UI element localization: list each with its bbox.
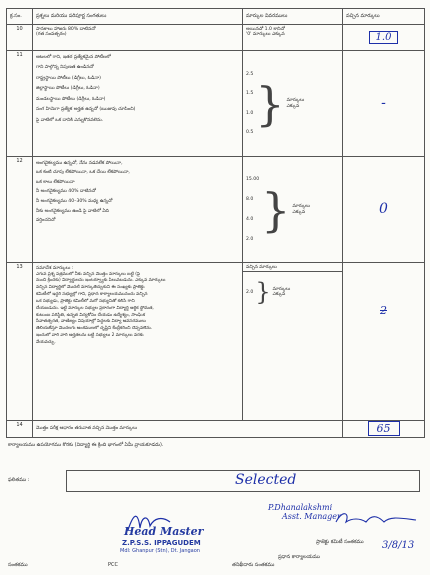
score-label: ఎక్కువ	[272, 292, 286, 298]
score-label: మార్కులు	[286, 98, 305, 104]
score-label: మార్కులు	[272, 287, 291, 292]
item-line: గాని పాల్గొన్న నిపుణత ఉండినచో	[36, 65, 94, 71]
table-row-10	[7, 25, 425, 51]
signature-name: P.Dhanalakshmi	[268, 503, 333, 512]
footer-pcc-label: PCC	[108, 562, 118, 568]
obtained-mark-cell	[343, 157, 425, 263]
obtained-mark: 1.0	[369, 31, 399, 44]
brace-icon: }	[261, 182, 291, 237]
score-label: ఎక్కువ	[286, 103, 300, 109]
item-line: అంగవైకల్యము ఉన్నచో, నేను నడవలేక పోయినా,	[36, 160, 123, 166]
headmaster-stamp	[118, 520, 218, 568]
item-line: కుటుంబ పరిస్థితి, ఉన్నత విద్యకోసం చేయడం ఉద్యేశ్యం, సాంఘిక	[36, 312, 145, 318]
row-detail	[243, 157, 343, 263]
row-item	[33, 25, 243, 51]
footer-committee-label: ప్రాజెక్టు కమిటీ సంతకము	[316, 539, 364, 545]
item-line: ఒక కంటి చూపు లేకపోయినా, ఒక చేయి లేకపోయినా,	[36, 170, 130, 176]
row-item	[33, 51, 243, 157]
item-line: ఇందులో వారి వారి అర్హతలను బట్టి సభ్యులు 2 మార్కులు వరకు	[36, 333, 144, 339]
result-label: ఫలితము :	[8, 477, 30, 483]
item-line: పానకాలు హాజరు 80% దాటినచో	[36, 26, 96, 32]
table-header-row	[7, 9, 425, 25]
score-value: 2.0	[246, 289, 254, 295]
footer-inspector-label: తనిఖీదారు సంతకము	[232, 562, 275, 568]
score-value: 2.0	[246, 237, 254, 243]
item-line: సంగ హిమెగా ప్రత్యేక అర్హత ఉన్నచో (ఋజువు చూపించి)	[36, 107, 136, 113]
header-serial: క్ర.సం.	[7, 9, 33, 25]
item-line: సేవాతత్పరత, వాణిజ్యం విషయాల్లో పెద్దలకు విద్యా అవసరములు	[36, 319, 146, 325]
stamp-address: Mdl: Ghanpur (Stn), Dt. Jangaon	[120, 548, 200, 554]
row-number: 11	[7, 51, 33, 157]
item-line: వర్తించనిచో	[36, 218, 56, 224]
item-line: నుంచి క్రిందకు) విద్యార్థులను ఇంటర్వ్యూకు పిలువబడును. ఎక్కువ మార్కులు	[36, 278, 166, 284]
score-value: 1.5	[246, 91, 254, 97]
score-options	[243, 272, 342, 307]
evaluation-table	[6, 8, 425, 438]
score-options	[246, 177, 339, 243]
detail-line: '0' మార్కులు ఎక్కువ	[246, 31, 285, 37]
brace-icon: }	[255, 278, 271, 307]
table-row-13	[7, 263, 425, 421]
item-line: వచ్చిన విద్యార్థిలో మొదటి మార్కుతెచ్చుకుని ఈ సంఖ్యకు ప్రాజెక్టు	[36, 285, 145, 291]
result-section	[8, 470, 422, 492]
stamp-title: Head Master	[124, 525, 204, 538]
score-label: మార్కులు	[292, 204, 311, 210]
item-line: జిల్లాస్థాయి పోటీలు (డిగ్రీలు, ఓడినా)	[36, 86, 100, 92]
row-item	[33, 157, 243, 263]
item-line: ఎగువ ప్రశ్న పత్రములో నీకు వచ్చిన మొత్తం మార్కులు బట్టి (పై	[36, 271, 141, 277]
footer-head-office-label: ప్రధాన కార్యాలయము	[278, 554, 321, 560]
stamp-school: Z.P.S.S. IPPAGUDEM	[122, 539, 201, 547]
row-number: 13	[7, 263, 33, 421]
item-line: పై వాటిలో ఒక దానికి ఎన్నుకొనవలెను.	[36, 117, 104, 123]
item-line: చేయబడును. ఇట్టి మార్కుల సభ్యుల ప్రకారంగా విద్యార్థి ఆర్థిక స్థోమత,	[36, 305, 154, 311]
obtained-mark-cell	[343, 263, 425, 421]
row-number: 10	[7, 25, 33, 51]
row-detail	[243, 263, 343, 421]
item-line: తెలియజేస్తూ మొదలగు అంశములలో దృష్టిని కేంద్రీకరించి చెప్పవలెను.	[36, 326, 153, 332]
item-heading: సమావేశ మార్కులు :	[36, 265, 74, 271]
item-line: మొత్తం పరీక్ష ఆధారం తరువాత వచ్చిన మొత్తం మార్కులు	[36, 426, 138, 432]
score-label: ఎక్కువ	[292, 209, 306, 215]
item-line: మండలస్థాయి పోటీలు (డిగ్రీలు, ఓడినా)	[36, 96, 106, 102]
brace-icon: }	[255, 76, 285, 131]
row-number: 12	[7, 157, 33, 263]
item-line: ఒక సభ్యుడు, ప్రాజెక్టు కమిటీలో మరో సభ్యునితో కలిసి గాని	[36, 298, 135, 304]
score-value: 2.5	[246, 71, 254, 77]
signature-title: Asst. Manager	[282, 511, 341, 521]
item-line: రాష్ట్రస్థాయి పోటీలు (డిగ్రీలు, ఓడినా)	[36, 75, 101, 81]
item-line: నీకు అంగవైకల్యము ఉండి పై వాటిలో ఏది	[36, 208, 109, 214]
row-number: 14	[7, 421, 33, 438]
score-options	[246, 72, 339, 136]
total-mark: 65	[368, 421, 400, 436]
result-box	[66, 470, 420, 492]
item-line: ఒక కాలు లేకపోయినా	[36, 179, 75, 185]
header-detail: మార్కుల వివరములు	[243, 9, 343, 25]
obtained-mark-cell	[343, 25, 425, 51]
item-line: ఆటలలో గాని, ఇతర ప్రత్యేకమైన పోటీలలో	[36, 54, 111, 60]
signature-date: 3/8/13	[382, 540, 415, 551]
obtained-mark: -	[381, 95, 386, 112]
item-line: వేయవచ్చు.	[36, 339, 56, 345]
detail-line: అయినచో 1.0 కానిచో	[246, 26, 285, 32]
score-value: 0.5	[246, 130, 254, 136]
table-row-14	[7, 421, 425, 438]
header-item: ప్రశ్నలు మరియు పరిపూర్ణ సంగతులు	[33, 9, 243, 25]
row-item	[33, 263, 243, 421]
header-marks: వచ్చిన మార్కులు	[343, 9, 425, 25]
footer-sign-label: సంతకము	[8, 562, 28, 568]
result-value: Selected	[235, 472, 297, 488]
obtained-mark: 0	[379, 201, 388, 218]
score-value: 1.0	[246, 110, 254, 116]
item-line: నీ అంగవైకల్యము 40–30% మధ్య ఉన్నచో	[36, 199, 113, 205]
score-value: 8.0	[246, 196, 254, 202]
item-line: (గత సంవత్సరం)	[36, 31, 67, 37]
item-line: కమిటీలో ఇద్దరి సభ్యుల్లో గాని, ప్రధాన కార్యాలయమునందు వచ్చిన	[36, 292, 148, 298]
row-detail	[243, 51, 343, 157]
obtained-mark: 2	[380, 304, 387, 317]
table-row-11	[7, 51, 425, 157]
row-detail	[243, 25, 343, 51]
score-value: 4.0	[246, 216, 254, 222]
obtained-mark-cell	[343, 51, 425, 157]
table-row-12	[7, 157, 425, 263]
row-item	[33, 421, 343, 438]
committee-signature	[330, 508, 420, 534]
item-line: నీ అంగవైకల్యము 40% దాటినచో	[36, 189, 96, 195]
score-value: 15.00	[246, 176, 260, 182]
obtained-mark-cell	[343, 421, 425, 438]
detail-heading: వచ్చిన మార్కులు	[243, 263, 342, 272]
office-use-note: కార్యాలయము ఉపయోగము కొరకు (విద్యార్థి ఈ క్రింది భాగంలో ఏమీ వ్రాయకూడదు).	[8, 443, 164, 448]
